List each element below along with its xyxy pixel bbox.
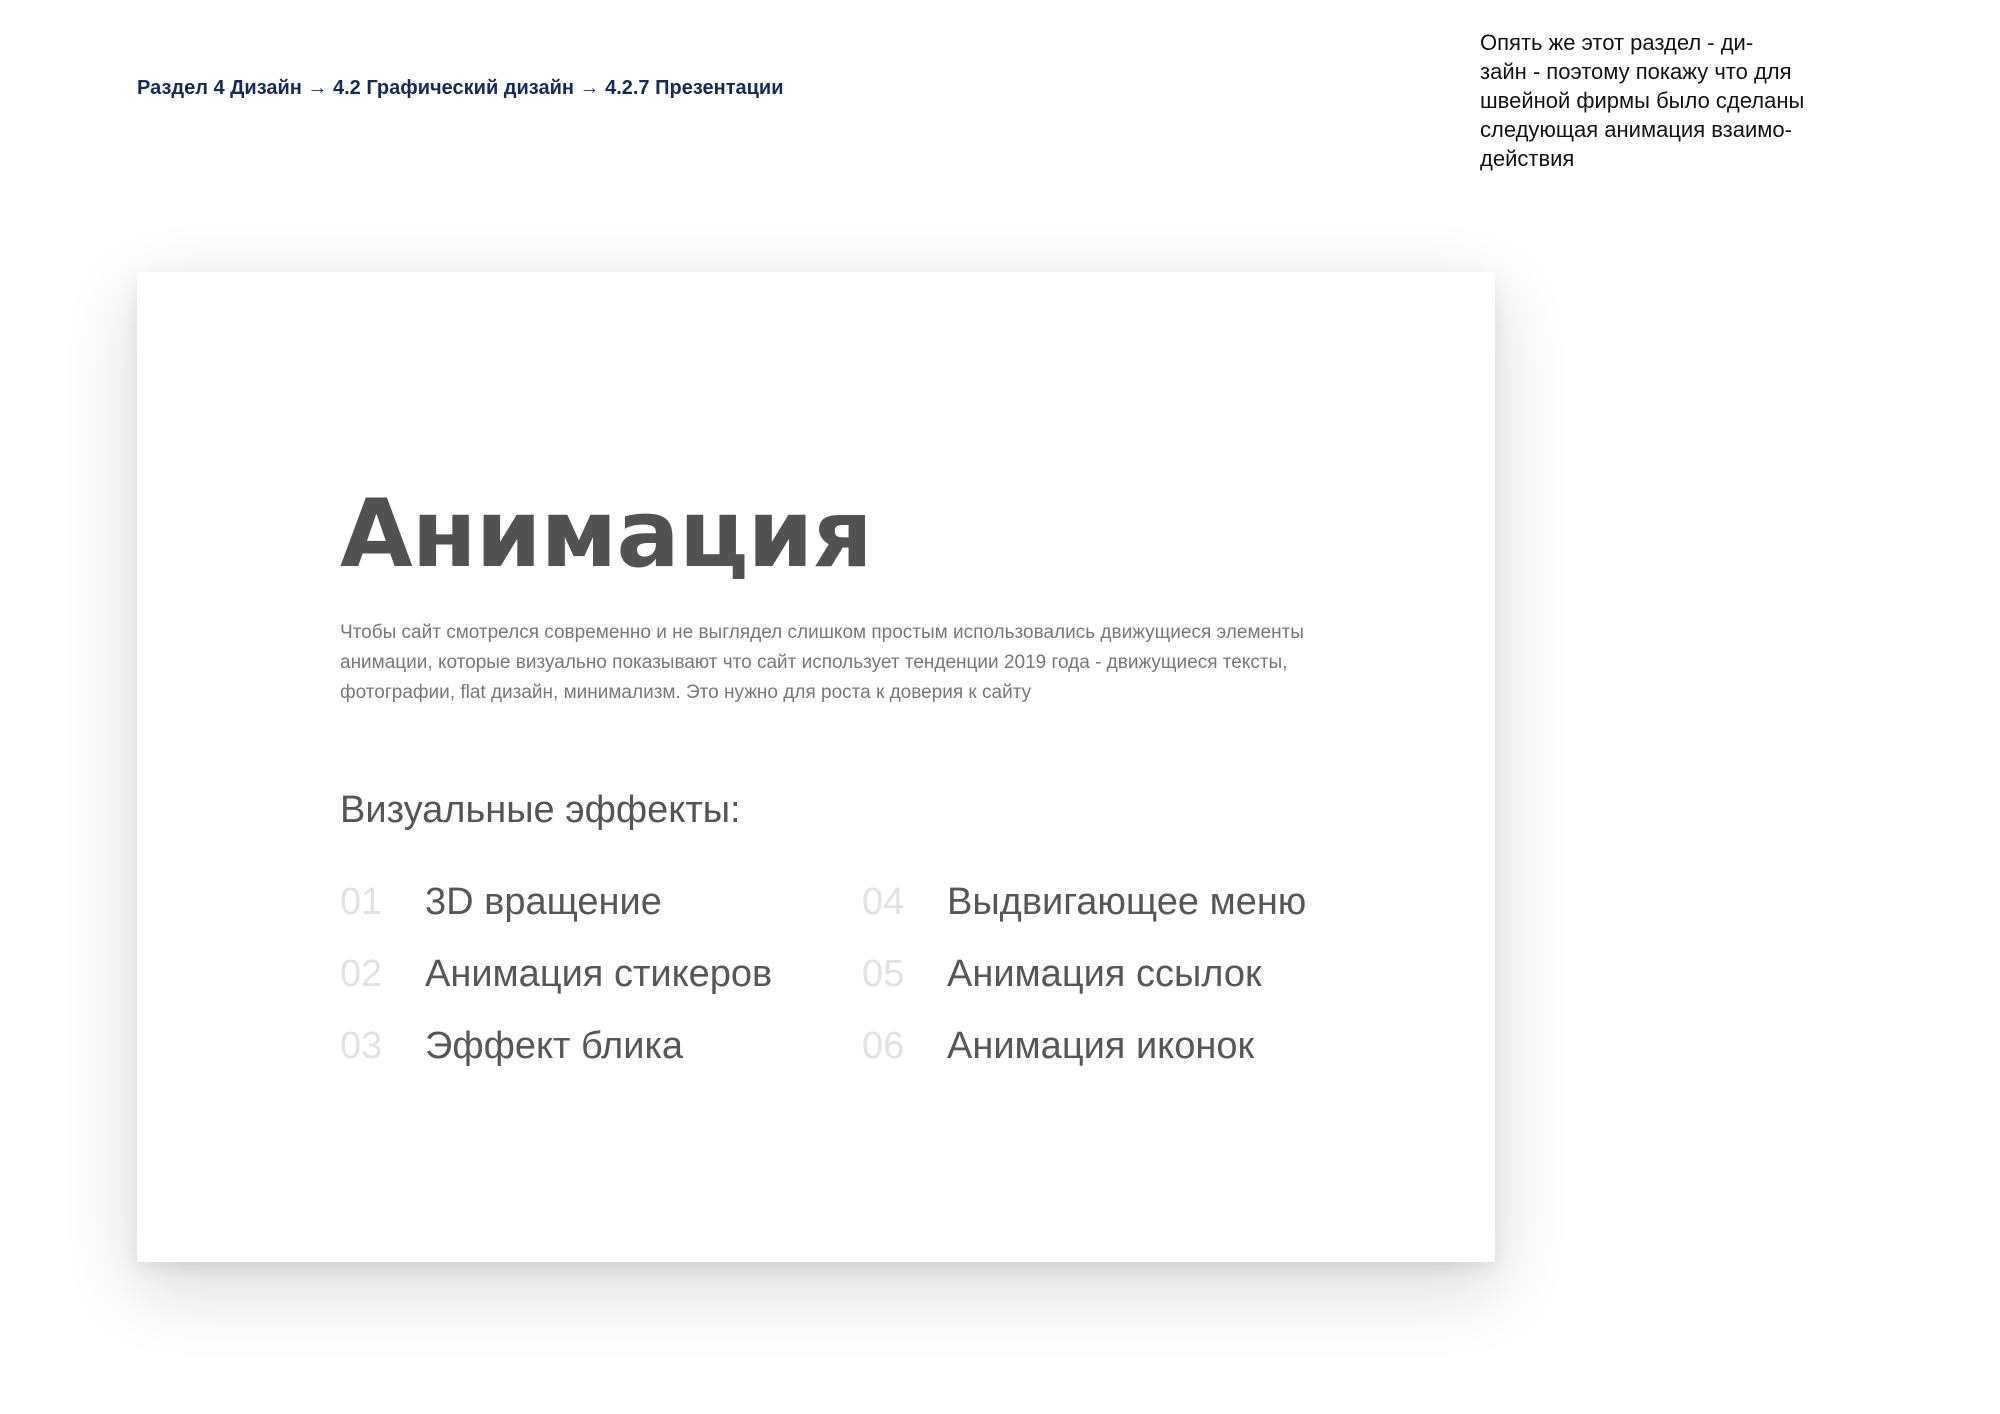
effect-number: 06: [862, 1025, 905, 1067]
effect-number: 04: [862, 881, 905, 923]
side-note-line: зайн - поэтому покажу что для: [1480, 59, 1792, 84]
effect-label: Выдвигающее меню: [947, 881, 1307, 923]
effect-label: Анимация иконок: [947, 1025, 1255, 1067]
slide-title: Анимация: [340, 480, 872, 589]
effect-label: Анимация стикеров: [425, 953, 773, 995]
effects-heading: Визуальные эффекты:: [340, 789, 741, 831]
side-note-line: действия: [1480, 146, 1575, 171]
effect-number: 02: [340, 953, 383, 995]
side-note-line: Опять же этот раздел - ди-: [1480, 30, 1754, 55]
effect-number: 05: [862, 953, 905, 995]
description-line: фотографии, flat дизайн, минимализм. Это нужно для роста к доверия к сайту: [340, 682, 1032, 703]
side-note-line: следующая анимация взаимо-: [1480, 117, 1792, 142]
effect-number: 01: [340, 881, 383, 923]
effect-number: 03: [340, 1025, 383, 1067]
description-line: анимации, которые визуально показывают что сайт использует тенденции 2019 года - движущиеся тексты,: [340, 652, 1288, 673]
effect-item-link-animation: [862, 953, 1262, 1003]
side-note: [1480, 28, 1840, 173]
effect-item-slide-menu: [862, 881, 1306, 931]
effect-item-sticker-animation: [340, 953, 772, 1003]
effects-list: [340, 881, 1340, 1111]
description-line: Чтобы сайт смотрелся современно и не выглядел слишком простым использовались движущиеся элементы: [340, 622, 1304, 643]
effect-label: Эффект блика: [425, 1025, 684, 1067]
side-note-line: швейной фирмы было сделаны: [1480, 88, 1805, 113]
slide-description: [340, 618, 1304, 708]
breadcrumb: Раздел 4 Дизайн → 4.2 Графический дизайн → 4.2.7 Презентации: [137, 77, 784, 99]
presentation-slide: [137, 272, 1495, 1262]
effect-label: 3D вращение: [425, 881, 662, 923]
effect-item-3d-rotation: [340, 881, 662, 931]
effect-label: Анимация ссылок: [947, 953, 1262, 995]
effect-item-icon-animation: [862, 1025, 1254, 1075]
effect-item-glare-effect: [340, 1025, 683, 1075]
